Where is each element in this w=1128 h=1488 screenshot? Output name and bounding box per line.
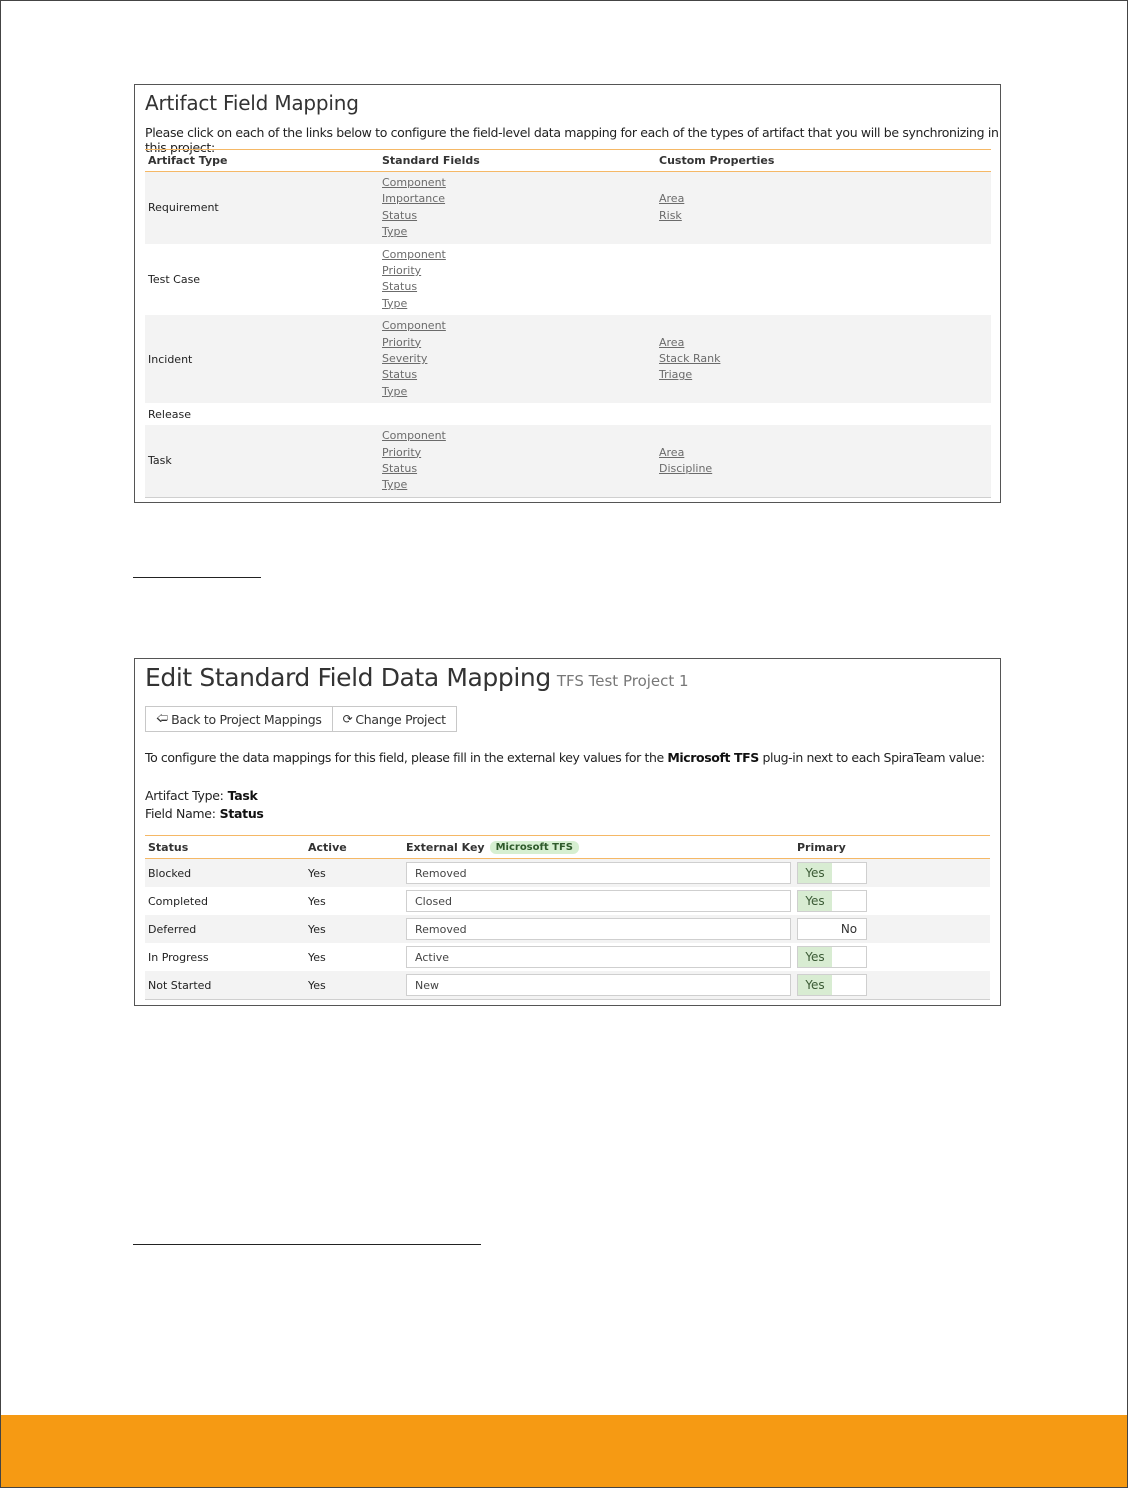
external-key-cell [406,918,797,940]
external-key-cell [406,890,797,912]
primary-toggle-label: Yes [798,947,832,967]
primary-cell [797,862,990,884]
external-key-input[interactable] [406,946,791,968]
active-cell: Yes [308,922,326,936]
primary-toggle[interactable] [797,890,867,912]
table-row [145,244,991,316]
standard-field-link[interactable]: Component [382,429,446,443]
custom-property-link[interactable]: Discipline [659,461,713,475]
primary-toggle-label: Yes [798,863,832,883]
change-button-label: Change Project [355,711,446,727]
table-row [145,425,991,497]
table-row [145,971,990,999]
table-row [145,403,991,425]
standard-field-link[interactable]: Component [382,247,446,261]
toggle-blank [832,863,866,883]
intro-text: Please click on each of the links below to configure the field-level data mapping for each of the types of artifact that you will be synchronizing in this project: [145,125,999,155]
instruction-text [145,750,985,765]
standard-field-link[interactable]: Type [382,225,408,239]
header-custom-properties: Custom Properties [659,154,775,167]
table-row [145,887,990,915]
standard-field-link[interactable]: Component [382,319,446,333]
field-name-value: Status [219,806,264,821]
standard-field-link[interactable]: Priority [382,445,422,459]
artifact-field-mapping-panel [134,84,1001,503]
table-body [145,172,991,498]
active-cell: Yes [308,978,326,992]
header-artifact-type: Artifact Type [148,154,228,167]
standard-field-link[interactable]: Priority [382,263,422,277]
standard-fields-cell [382,247,659,313]
toggle-blank [798,919,832,939]
artifact-type-cell: Release [148,407,191,421]
standard-field-link[interactable]: Type [382,384,408,398]
primary-toggle[interactable] [797,918,867,940]
primary-toggle[interactable] [797,974,867,996]
table-row [145,172,991,244]
standard-fields-cell [382,175,659,241]
status-cell: Completed [148,894,208,908]
external-key-cell [406,946,797,968]
primary-toggle-label: No [840,922,858,936]
standard-field-link[interactable]: Severity [382,351,428,365]
custom-properties-cell [659,191,991,224]
table-row [145,859,990,887]
standard-field-link[interactable]: Importance [382,192,446,206]
artifact-type-cell: Incident [148,352,193,366]
primary-toggle-label: Yes [798,891,832,911]
standard-field-link[interactable]: Type [382,296,408,310]
refresh-icon: ⟳ [342,712,353,726]
change-project-button[interactable] [333,706,457,732]
status-cell: In Progress [148,950,209,964]
custom-property-link[interactable]: Triage [659,368,693,382]
active-cell: Yes [308,950,326,964]
table-body [145,859,990,1000]
external-key-cell [406,862,797,884]
table-header [145,835,990,859]
artifact-type-value: Task [227,788,258,803]
field-name-line [145,806,264,821]
custom-property-link[interactable]: Area [659,335,685,349]
external-key-input[interactable] [406,918,791,940]
status-cell: Blocked [148,866,192,880]
custom-properties-cell [659,445,991,478]
project-name: TFS Test Project 1 [556,672,689,690]
header-primary: Primary [797,840,846,854]
standard-fields-cell [382,318,659,400]
custom-property-link[interactable]: Stack Rank [659,351,721,365]
external-key-input[interactable] [406,862,791,884]
table-row [145,915,990,943]
back-button-label: Back to Project Mappings [171,711,322,727]
active-cell: Yes [308,894,326,908]
table-row [145,315,991,403]
external-key-input[interactable] [406,890,791,912]
instruction-pre: To configure the data mappings for this field, please fill in the external key values for the [145,750,668,765]
standard-field-link[interactable]: Priority [382,335,422,349]
back-to-project-mappings-button[interactable] [145,706,333,732]
standard-fields-cell [382,428,659,494]
page-title: Artifact Field Mapping [145,91,359,115]
table-header [145,149,991,172]
custom-property-link[interactable]: Risk [659,208,682,222]
standard-field-link[interactable]: Status [382,208,418,222]
artifact-type-label: Artifact Type: [145,788,224,803]
artifact-type-cell: Requirement [148,201,219,215]
primary-toggle[interactable] [797,862,867,884]
external-key-input[interactable] [406,974,791,996]
footer-bar [1,1415,1127,1487]
artifact-mapping-table [145,149,991,498]
custom-property-link[interactable]: Area [659,192,685,206]
standard-field-link[interactable]: Status [382,368,418,382]
header-active: Active [308,840,347,854]
primary-cell [797,890,990,912]
external-key-cell [406,974,797,996]
instruction-plugin: Microsoft TFS [667,750,759,765]
header-status: Status [148,840,189,854]
header-external-key-label: External Key [406,840,485,854]
plugin-badge: Microsoft TFS [490,841,579,854]
button-group [145,706,457,732]
custom-property-link[interactable]: Area [659,445,685,459]
standard-field-link[interactable]: Status [382,280,418,294]
primary-cell [797,946,990,968]
instruction-post: plug-in next to each SpiraTeam value: [758,750,985,765]
active-cell: Yes [308,866,326,880]
toggle-blank [832,891,866,911]
standard-field-link[interactable]: Component [382,175,446,189]
arrow-left-icon: 🢠 [156,710,169,725]
title-row [145,663,689,692]
page-title: Edit Standard Field Data Mapping [145,663,551,692]
artifact-type-cell: Test Case [148,272,201,286]
toggle-blank [832,975,866,995]
primary-toggle-label: Yes [798,975,832,995]
toggle-blank [832,947,866,967]
divider-line [133,1244,481,1245]
status-mapping-table [145,835,990,1000]
header-external-key [406,841,797,854]
primary-cell [797,918,990,940]
header-standard-fields: Standard Fields [382,154,480,167]
field-name-label: Field Name: [145,806,216,821]
status-cell: Deferred [148,922,197,936]
standard-field-link[interactable]: Type [382,478,408,492]
custom-properties-cell [659,335,991,384]
artifact-type-line [145,788,258,803]
divider-line [133,577,261,578]
primary-toggle[interactable] [797,946,867,968]
status-cell: Not Started [148,978,212,992]
edit-mapping-panel [134,658,1001,1006]
table-row [145,943,990,971]
primary-cell [797,974,990,996]
artifact-type-cell: Task [148,454,172,468]
standard-field-link[interactable]: Status [382,461,418,475]
